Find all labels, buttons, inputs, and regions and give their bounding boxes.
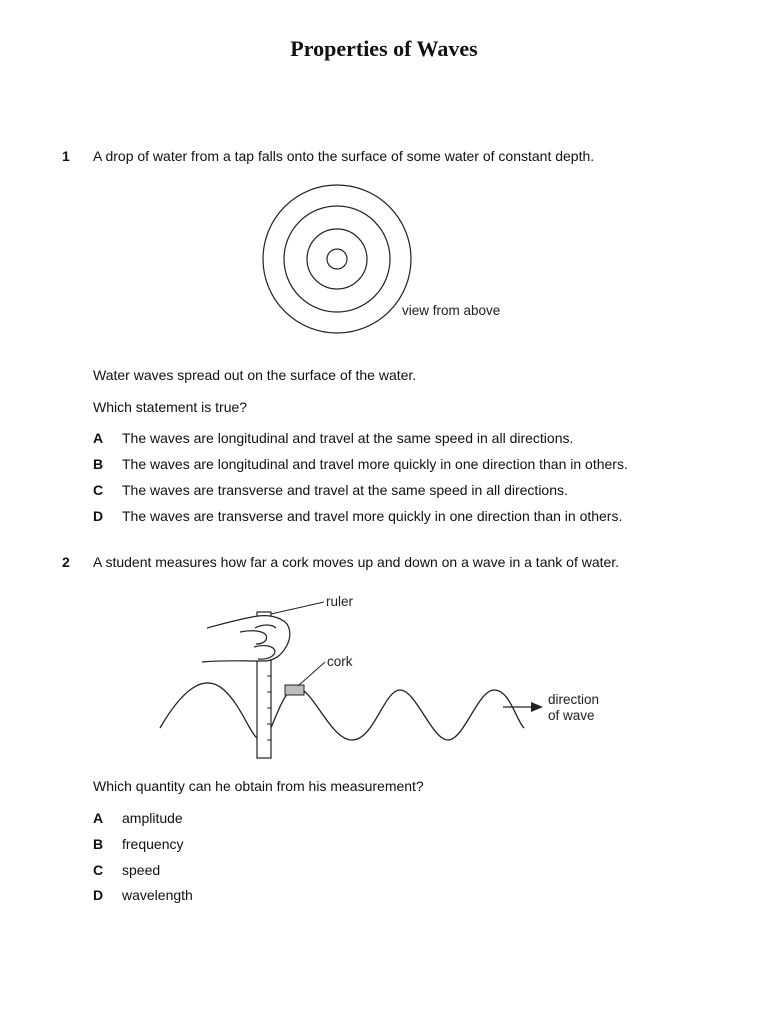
wave-curve	[160, 683, 524, 740]
q1-option-b-text: The waves are longitudinal and travel more quickly in one direction than in others.	[122, 456, 628, 472]
q2-option-c-text: speed	[122, 862, 161, 878]
ruler-label: ruler	[326, 594, 354, 609]
direction-arrow-head	[531, 702, 543, 712]
cork-leader	[298, 662, 325, 686]
q2-option-a-letter: A	[93, 810, 104, 826]
view-from-above-label: view from above	[402, 303, 501, 318]
q1-option-c-text: The waves are transverse and travel at the same speed in all directions.	[122, 482, 568, 498]
hand-drawing	[202, 616, 290, 662]
direction-label-line1: direction	[548, 692, 600, 707]
q1-option-a-text: The waves are longitudinal and travel at the same speed in all directions.	[122, 430, 574, 446]
q1-option-b-letter: B	[93, 456, 104, 472]
cork-label: cork	[327, 654, 353, 669]
q2-option-d-text: wavelength	[122, 887, 193, 903]
question-2-stem: A student measures how far a cork moves up and down on a wave in a tank of water.	[93, 554, 620, 570]
cork-shape	[285, 685, 304, 695]
page-title: Properties of Waves	[290, 36, 478, 61]
q2-option-c-letter: C	[93, 862, 104, 878]
q1-option-a-letter: A	[93, 430, 104, 446]
question-2-number: 2	[62, 554, 70, 570]
q2-option-b-text: frequency	[122, 836, 184, 852]
question-1-number: 1	[62, 148, 70, 164]
q1-option-d-letter: D	[93, 508, 104, 524]
question-2-question: Which quantity can he obtain from his measurement?	[93, 778, 424, 794]
question-1-stem: A drop of water from a tap falls onto the surface of some water of constant depth.	[93, 148, 595, 164]
ruler-leader	[271, 602, 324, 614]
q2-option-a-text: amplitude	[122, 810, 183, 826]
q2-option-d-letter: D	[93, 887, 104, 903]
direction-label-line2: of wave	[548, 708, 595, 723]
q2-option-b-letter: B	[93, 836, 104, 852]
q1-option-d-text: The waves are transverse and travel more quickly in one direction than in others.	[122, 508, 623, 524]
q1-option-c-letter: C	[93, 482, 104, 498]
question-1-line2: Water waves spread out on the surface of the water.	[93, 367, 417, 383]
question-1-question: Which statement is true?	[93, 399, 248, 415]
